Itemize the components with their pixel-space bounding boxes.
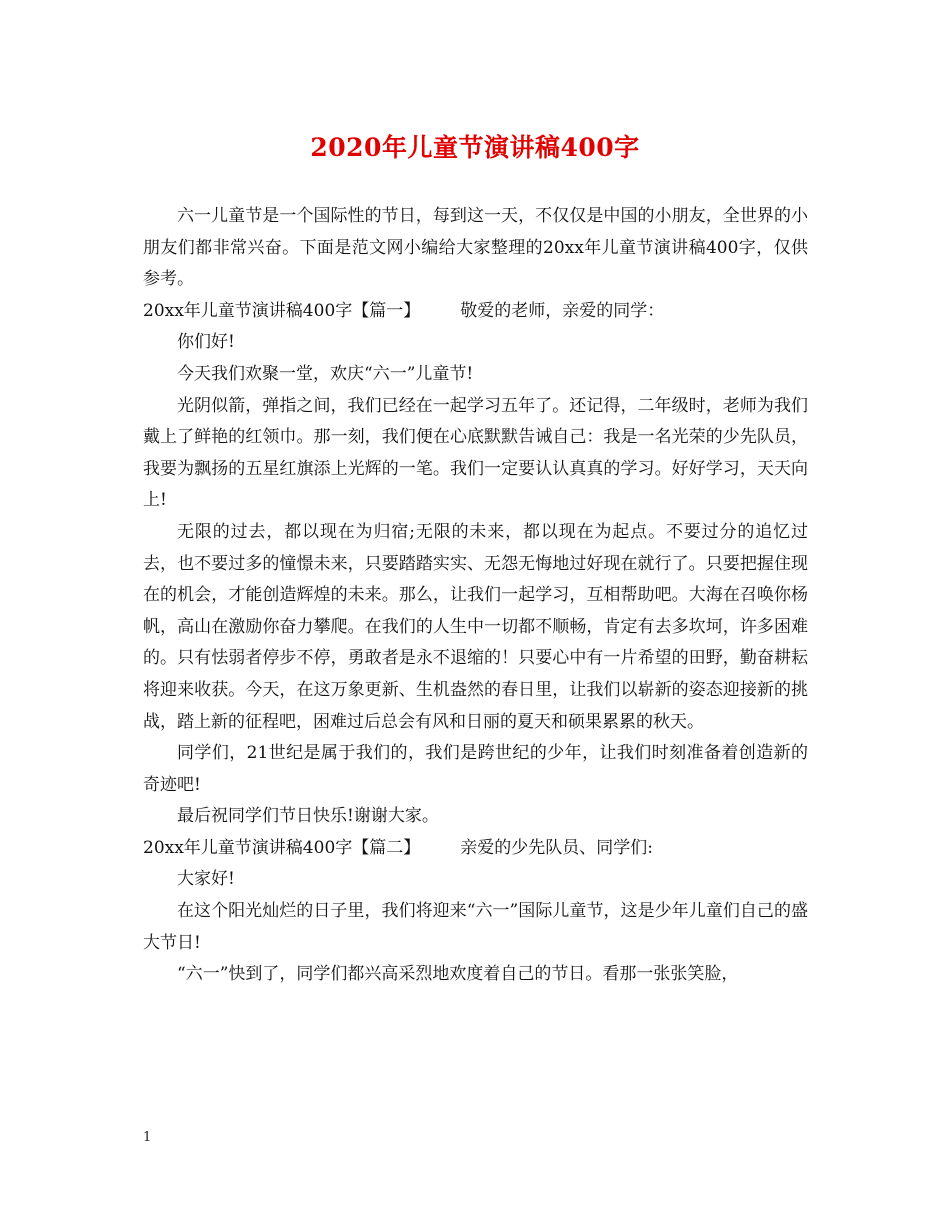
section-1-heading-line [143, 296, 808, 328]
section-2-paragraph: “六一”快到了，同学们都兴高采烈地欢度着自己的节日。看那一张张笑脸， [177, 964, 739, 985]
section-2-heading-line [143, 833, 808, 865]
section-1-paragraph: 无限的过去，都以现在为归宿;无限的未来，都以现在为起点。不要过分的追忆过去，也不要过多的憧憬未来，只要踏踏实实、无怨无悔地过好现在就行了。只要把握住现在的机会，才能创造辉煌的未来。那么，让我们一起学习，互相帮助吧。大海在召唤你杨帆，高山在激励你奋力攀爬。在我们的人生中一切都不顺畅，肯定有去多坎坷，许多困难的。只有怯弱者停步不停，勇敢者是永不退缩的！只要心中有一片希望的田野，勤奋耕耘将迎来收获。今天，在这万象更新、生机盎然的春日里，让我们以崭新的姿态迎接新的挑战，踏上新的征程吧，困难过后总会有风和日丽的夏天和硕果累累的秋天。 [143, 521, 808, 732]
section-2-paragraph: 在这个阳光灿烂的日子里，我们将迎来“六一”国际儿童节，这是少年儿童们自己的盛大节日! [143, 901, 808, 953]
section-2-salutation: 亲爱的少先队员、同学们: [460, 837, 653, 858]
section-2-paragraph: 大家好! [177, 869, 235, 890]
section-2-heading: 20xx年儿童节演讲稿400字【篇二】 [143, 837, 421, 858]
page-number: 1 [143, 1130, 152, 1145]
intro-paragraph: 六一儿童节是一个国际性的节日，每到这一天，不仅仅是中国的小朋友，全世界的小朋友们都非常兴奋。下面是范文网小编给大家整理的20xx年儿童节演讲稿400字，仅供参考。 [143, 206, 808, 290]
section-1-paragraph: 同学们，21世纪是属于我们的，我们是跨世纪的少年，让我们时刻准备着创造新的奇迹吧! [143, 743, 808, 795]
section-1-paragraph: 最后祝同学们节日快乐!谢谢大家。 [177, 806, 439, 827]
section-1-salutation: 敬爱的老师，亲爱的同学： [460, 300, 665, 321]
document-title: 2020年儿童节演讲稿400字 [310, 133, 640, 162]
document-body [143, 201, 808, 991]
section-1-paragraph: 你们好! [177, 332, 235, 353]
section-1-heading: 20xx年儿童节演讲稿400字【篇一】 [143, 300, 421, 321]
section-1-paragraph: 光阴似箭，弹指之间，我们已经在一起学习五年了。还记得，二年级时，老师为我们戴上了鲜艳的红领巾。那一刻，我们便在心底默默告诫自己：我是一名光荣的少先队员，我要为飘扬的五星红旗添上光辉的一笔。我们一定要认认真真的学习。好好学习，天天向上! [143, 395, 808, 511]
section-1-paragraph: 今天我们欢聚一堂，欢庆“六一”儿童节! [177, 363, 474, 384]
